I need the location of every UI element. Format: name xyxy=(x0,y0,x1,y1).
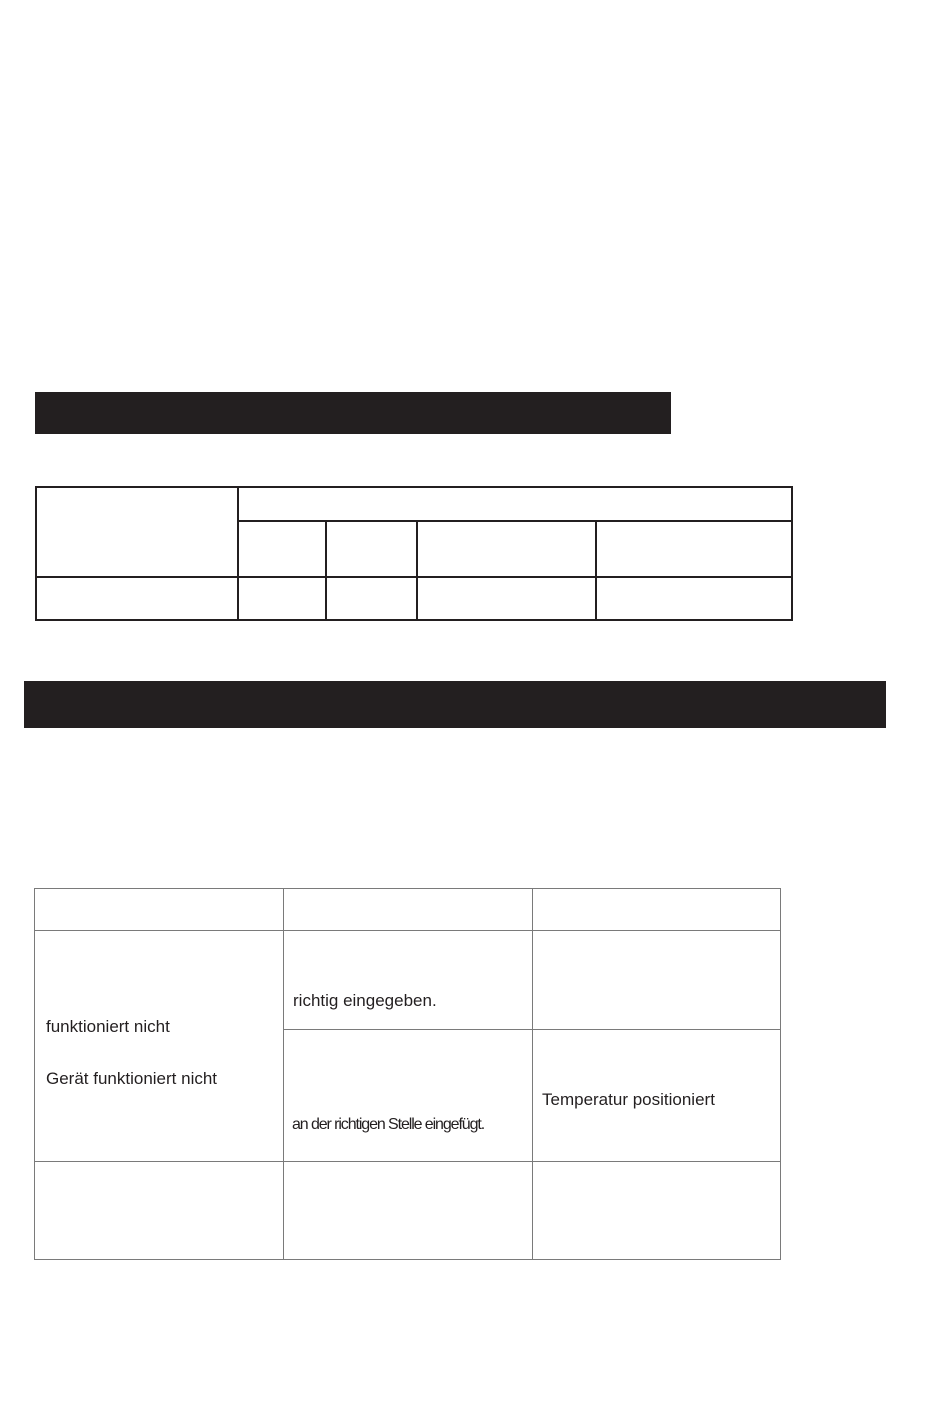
cause-text-2: an der richtigen Stelle eingefügt. xyxy=(292,1116,485,1133)
spec-value-cell xyxy=(596,577,792,620)
spec-value-cell xyxy=(36,577,238,620)
trouble-cause-cell-2 xyxy=(284,1030,533,1162)
trouble-solution-cell-1 xyxy=(533,931,781,1030)
trouble-problem-cell-2 xyxy=(35,1162,284,1260)
spec-header-cell xyxy=(36,487,238,577)
spec-subheader-cell xyxy=(238,521,326,577)
trouble-problem-cell xyxy=(35,931,284,1162)
spec-subheader-cell xyxy=(326,521,417,577)
spec-group-header-cell xyxy=(238,487,792,521)
trouble-header-cause xyxy=(284,889,533,931)
problem-text-line-2: Gerät funktioniert nicht xyxy=(46,1069,218,1088)
cause-text-1: richtig eingegeben. xyxy=(293,991,437,1010)
trouble-header-solution xyxy=(533,889,781,931)
problem-text-line-1: funktioniert nicht xyxy=(46,1017,170,1036)
spec-subheader-cell xyxy=(417,521,596,577)
troubleshooting-table xyxy=(34,888,781,1260)
spec-value-cell xyxy=(238,577,326,620)
spec-value-cell xyxy=(417,577,596,620)
trouble-header-problem xyxy=(35,889,284,931)
specification-table xyxy=(35,486,793,621)
trouble-solution-cell-2 xyxy=(533,1030,781,1162)
trouble-solution-cell-3 xyxy=(533,1162,781,1260)
section-header-bar-1 xyxy=(35,392,671,434)
spec-subheader-cell xyxy=(596,521,792,577)
solution-text-2: Temperatur positioniert xyxy=(542,1090,715,1109)
trouble-cause-cell-3 xyxy=(284,1162,533,1260)
section-header-bar-2 xyxy=(24,681,886,728)
spec-value-cell xyxy=(326,577,417,620)
trouble-cause-cell-1 xyxy=(284,931,533,1030)
